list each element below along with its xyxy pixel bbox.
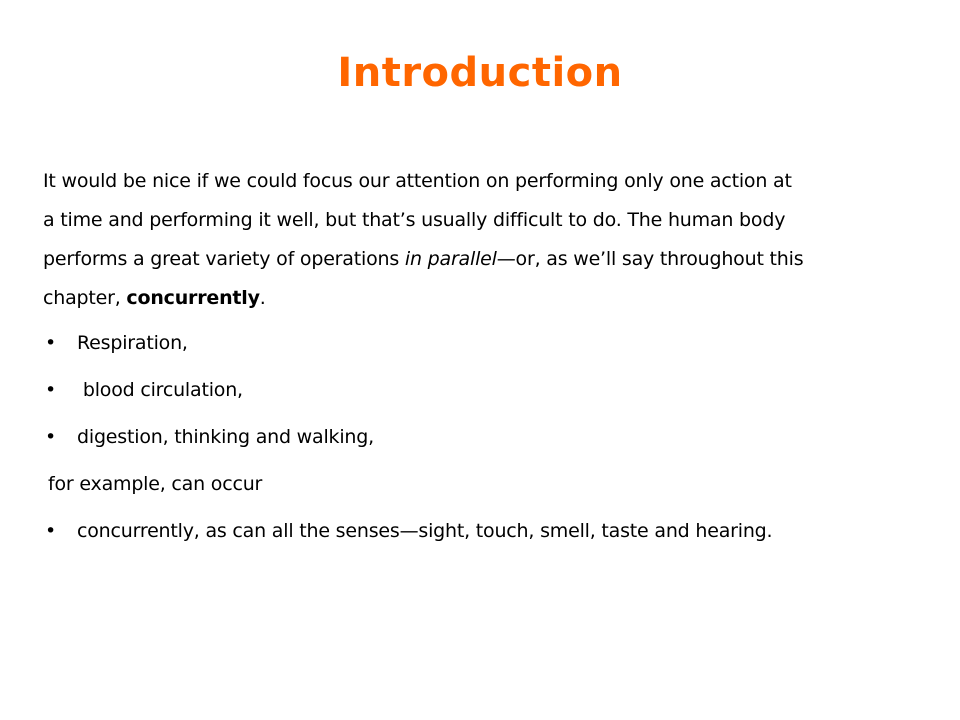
bullet-list: [43, 324, 933, 457]
paragraph-line-4-start: chapter,: [43, 287, 127, 309]
concurrently-strong: concurrently: [126, 287, 260, 309]
slide-title: Introduction: [337, 50, 623, 96]
intro-paragraph: [43, 162, 933, 318]
bullet-icon: •: [45, 332, 57, 354]
paragraph-line-1: It would be nice if we could focus our attention on performing only one action at: [43, 170, 792, 192]
paragraph-line-4-end: .: [259, 287, 266, 309]
paragraph-line-3: [43, 240, 933, 279]
paragraph-line-3-start: performs a great variety of operations: [43, 248, 405, 270]
slide-body: [43, 162, 933, 559]
list-item: [43, 512, 933, 551]
plain-text-line: for example, can occur: [48, 473, 263, 495]
paragraph-line-2: a time and performing it well, but that’s usually difficult to do. The human body: [43, 209, 786, 231]
list-item: [43, 418, 933, 457]
in-parallel-emphasis: in parallel: [404, 248, 497, 270]
list-item-text: concurrently, as can all the senses—sight, touch, smell, taste and hearing.: [77, 520, 773, 542]
bullet-icon: •: [45, 426, 57, 448]
list-item-text: blood circulation,: [77, 379, 243, 401]
bullet-icon: •: [45, 520, 57, 542]
bullet-icon: •: [45, 379, 57, 401]
paragraph-line-3-end: —or, as we’ll say throughout this: [496, 248, 804, 270]
paragraph-line-4: [43, 279, 933, 318]
list-item-text: Respiration,: [77, 332, 188, 354]
list-item-text: digestion, thinking and walking,: [77, 426, 374, 448]
list-item: [43, 371, 933, 410]
list-item: [43, 324, 933, 363]
final-bullet-list: [43, 512, 933, 551]
